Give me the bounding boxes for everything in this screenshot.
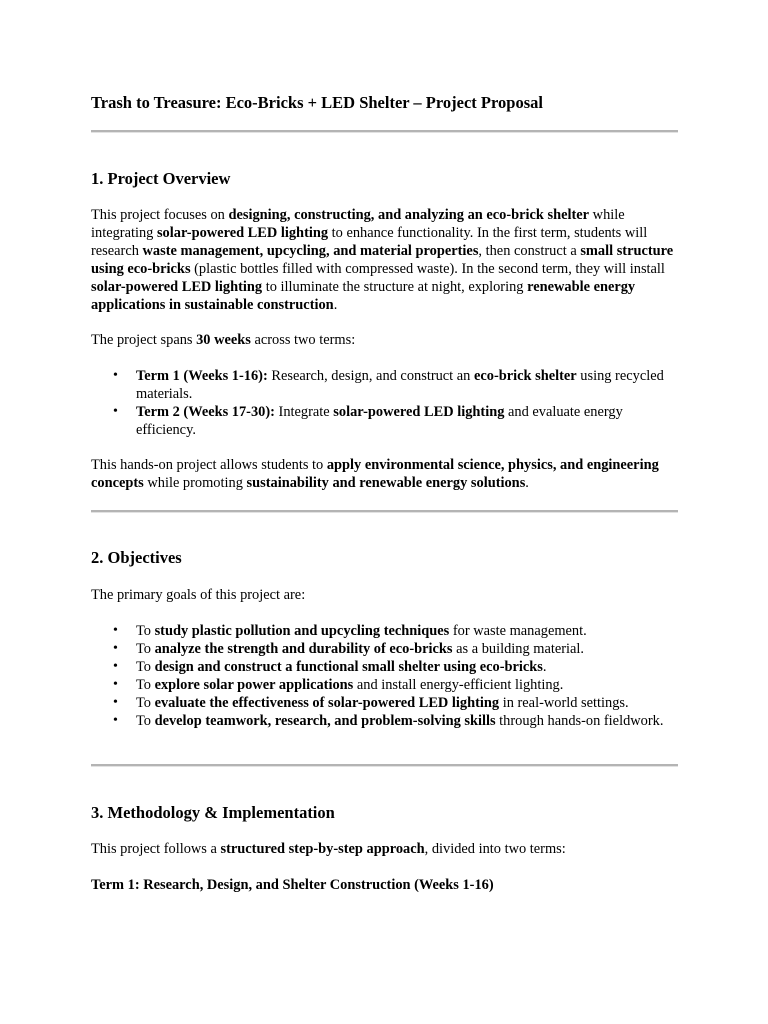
bold-run: Term 2 (Weeks 17-30): bbox=[136, 404, 275, 420]
list-item bbox=[91, 694, 679, 712]
text-run: This hands-on project allows students to bbox=[91, 457, 327, 473]
text-run: (plastic bottles filled with compressed waste). In the second term, they will install bbox=[190, 261, 665, 277]
list-item bbox=[91, 712, 679, 730]
methodology-intro bbox=[91, 840, 679, 858]
text-run: To bbox=[136, 713, 155, 729]
bold-run: designing, constructing, and analyzing an eco-brick shelter bbox=[228, 207, 590, 223]
text-run: to enhance functionality. In the first term, students will research bbox=[91, 225, 648, 259]
text-run: To bbox=[136, 695, 155, 711]
bold-run: structured step-by-step approach bbox=[220, 841, 425, 857]
section-heading-overview: 1. Project Overview bbox=[91, 169, 231, 188]
overview-paragraph bbox=[91, 206, 679, 314]
bold-run: solar-powered LED lighting bbox=[333, 404, 505, 420]
bold-run: study plastic pollution and upcycling techniques bbox=[154, 623, 450, 639]
text-run: To bbox=[136, 659, 155, 675]
text-run: Integrate bbox=[274, 404, 334, 420]
bold-run: analyze the strength and durability of eco-bricks bbox=[154, 641, 453, 657]
document-title: Trash to Treasure: Eco-Bricks + LED Shelter – Project Proposal bbox=[91, 93, 543, 112]
horizontal-divider bbox=[91, 130, 678, 133]
text-run: Research, design, and construct an bbox=[267, 368, 474, 384]
bold-run: small structure using eco-bricks bbox=[91, 243, 674, 277]
text-run: across two terms: bbox=[250, 332, 356, 348]
text-run: as a building material. bbox=[452, 641, 585, 657]
text-run: and evaluate energy efficiency. bbox=[136, 404, 623, 438]
bold-run: eco-brick shelter bbox=[473, 368, 577, 384]
bold-run: solar-powered LED lighting bbox=[156, 225, 329, 241]
text-run: . bbox=[525, 475, 529, 491]
text-run: in real-world settings. bbox=[499, 695, 629, 711]
text-run: This project focuses on bbox=[91, 207, 229, 223]
text-run: while promoting bbox=[143, 475, 247, 491]
text-run: To bbox=[136, 677, 155, 693]
bold-run: evaluate the effectiveness of solar-powered LED lighting bbox=[154, 695, 500, 711]
bold-run: design and construct a functional small shelter using eco-bricks bbox=[154, 659, 543, 675]
bold-run: apply environmental science, physics, and engineering concepts bbox=[91, 457, 659, 491]
bold-run: Term 1 (Weeks 1-16): bbox=[136, 368, 268, 384]
bold-run: sustainability and renewable energy solutions bbox=[246, 475, 526, 491]
text-run: for waste management. bbox=[449, 623, 587, 639]
term1-subheading: Term 1: Research, Design, and Shelter Construction (Weeks 1-16) bbox=[91, 877, 494, 893]
bold-run: waste management, upcycling, and material properties bbox=[142, 243, 479, 259]
bold-run: renewable energy applications in sustainable construction bbox=[91, 279, 636, 313]
text-run: to illuminate the structure at night, exploring bbox=[262, 279, 528, 295]
text-run: To bbox=[136, 641, 155, 657]
horizontal-divider bbox=[91, 764, 678, 767]
bold-run: 30 weeks bbox=[196, 332, 251, 348]
text-run: . bbox=[542, 659, 547, 675]
handson-paragraph bbox=[91, 456, 679, 492]
section-heading-methodology: 3. Methodology & Implementation bbox=[91, 803, 335, 822]
list-item bbox=[91, 622, 679, 640]
text-run: . bbox=[333, 297, 338, 313]
text-run: and install energy-efficient lighting. bbox=[353, 677, 564, 693]
text-run: through hands-on fieldwork. bbox=[495, 713, 664, 729]
text-run: , divided into two terms: bbox=[424, 841, 566, 857]
list-item bbox=[91, 658, 679, 676]
text-run: To bbox=[136, 623, 155, 639]
text-run: The project spans bbox=[91, 332, 197, 348]
text-run: This project follows a bbox=[91, 841, 221, 857]
text-run: while integrating bbox=[91, 207, 625, 241]
text-run: using recycled materials. bbox=[136, 368, 664, 402]
bold-run: develop teamwork, research, and problem-solving skills bbox=[154, 713, 496, 729]
bold-run: solar-powered LED lighting bbox=[91, 279, 263, 295]
list-item bbox=[91, 640, 679, 658]
list-item bbox=[91, 367, 679, 403]
section-heading-objectives: 2. Objectives bbox=[91, 548, 182, 567]
objectives-list bbox=[91, 622, 679, 730]
objectives-intro: The primary goals of this project are: bbox=[91, 587, 306, 603]
terms-list bbox=[91, 367, 679, 439]
bold-run: explore solar power applications bbox=[154, 677, 354, 693]
text-run: , then construct a bbox=[478, 243, 581, 259]
horizontal-divider bbox=[91, 510, 678, 513]
project-span-paragraph bbox=[91, 331, 679, 349]
list-item bbox=[91, 676, 679, 694]
list-item bbox=[91, 403, 679, 439]
